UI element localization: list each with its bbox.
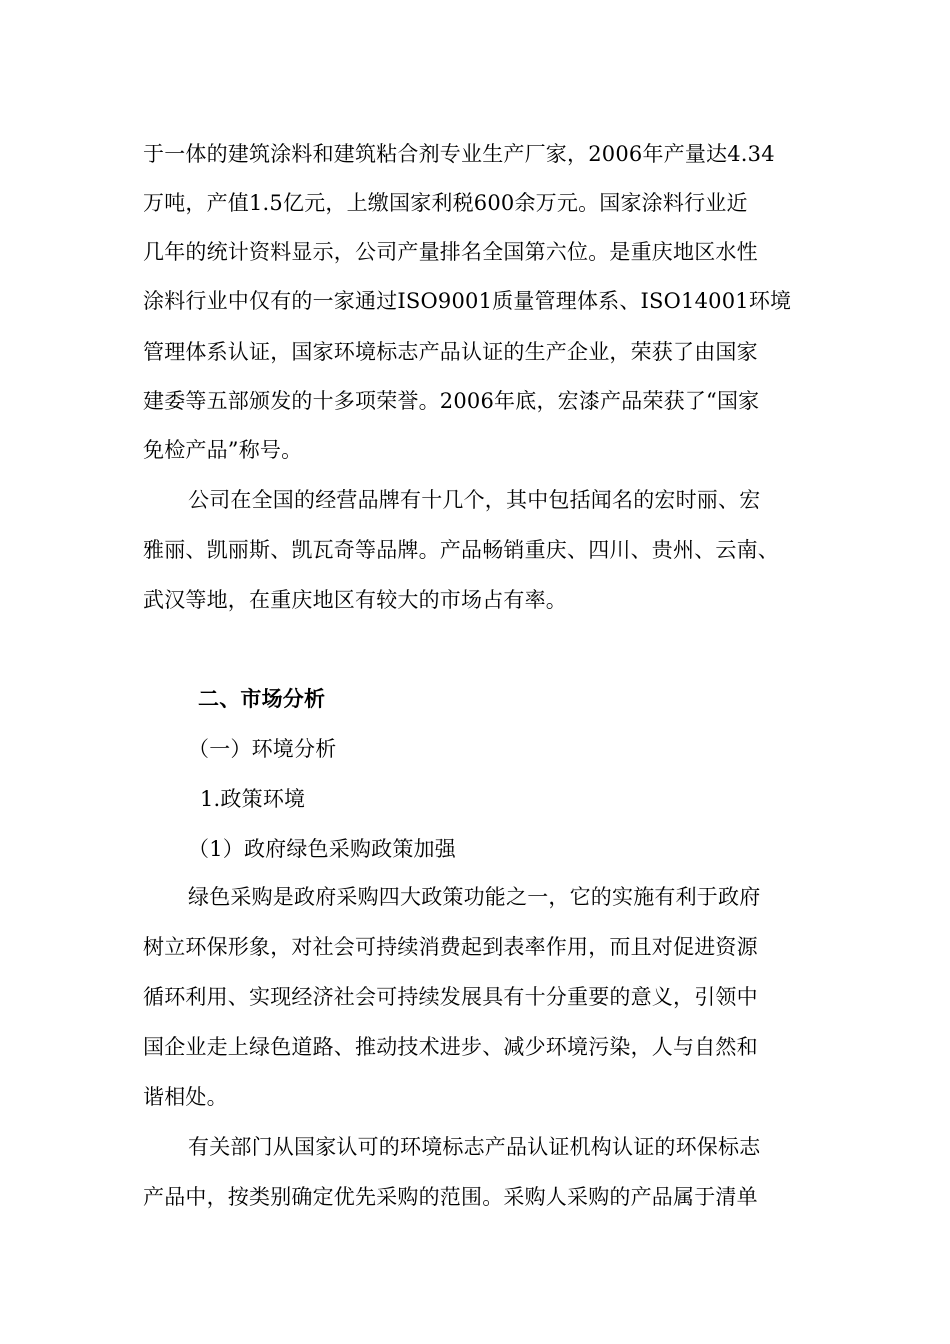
subsection-heading: 1.政策环境 xyxy=(200,787,306,811)
subsection-heading: （一）环境分析 xyxy=(188,737,337,761)
paragraph-line: 几年的统计资料显示，公司产量排名全国第六位。是重庆地区水性 xyxy=(143,240,758,264)
paragraph-line: 谐相处。 xyxy=(143,1085,228,1109)
paragraph-line: 建委等五部颁发的十多项荣誉。2006年底，宏漆产品荣获了“国家 xyxy=(143,389,760,413)
paragraph-line: 涂料行业中仅有的一家通过ISO9001质量管理体系、ISO14001环境 xyxy=(143,289,792,313)
paragraph-line: 有关部门从国家认可的环境标志产品认证机构认证的环保标志 xyxy=(188,1135,761,1159)
paragraph-line: 于一体的建筑涂料和建筑粘合剂专业生产厂家，2006年产量达4.34 xyxy=(143,142,775,166)
section-heading: 二、市场分析 xyxy=(198,686,326,711)
paragraph-line: 雅丽、凯丽斯、凯瓦奇等品牌。产品畅销重庆、四川、贵州、云南、 xyxy=(143,538,779,562)
paragraph-line: 武汉等地，在重庆地区有较大的市场占有率。 xyxy=(143,588,567,612)
paragraph-line: 国企业走上绿色道路、推动技术进步、减少环境污染，人与自然和 xyxy=(143,1035,758,1059)
paragraph-line: 产品中，按类别确定优先采购的范围。采购人采购的产品属于清单 xyxy=(143,1185,758,1209)
paragraph-line: 公司在全国的经营品牌有十几个，其中包括闻名的宏时丽、宏 xyxy=(188,488,761,512)
paragraph-line: 免检产品”称号。 xyxy=(143,438,303,462)
paragraph-line: 绿色采购是政府采购四大政策功能之一，它的实施有利于政府 xyxy=(188,885,761,909)
paragraph-line: 树立环保形象，对社会可持续消费起到表率作用，而且对促进资源 xyxy=(143,935,758,959)
subsection-heading: （1）政府绿色采购政策加强 xyxy=(188,837,456,861)
paragraph-line: 管理体系认证，国家环境标志产品认证的生产企业，荣获了由国家 xyxy=(143,340,758,364)
paragraph-line: 循环利用、实现经济社会可持续发展具有十分重要的意义，引领中 xyxy=(143,985,758,1009)
paragraph-line: 万吨，产值1.5亿元，上缴国家利税600余万元。国家涂料行业近 xyxy=(143,191,748,215)
